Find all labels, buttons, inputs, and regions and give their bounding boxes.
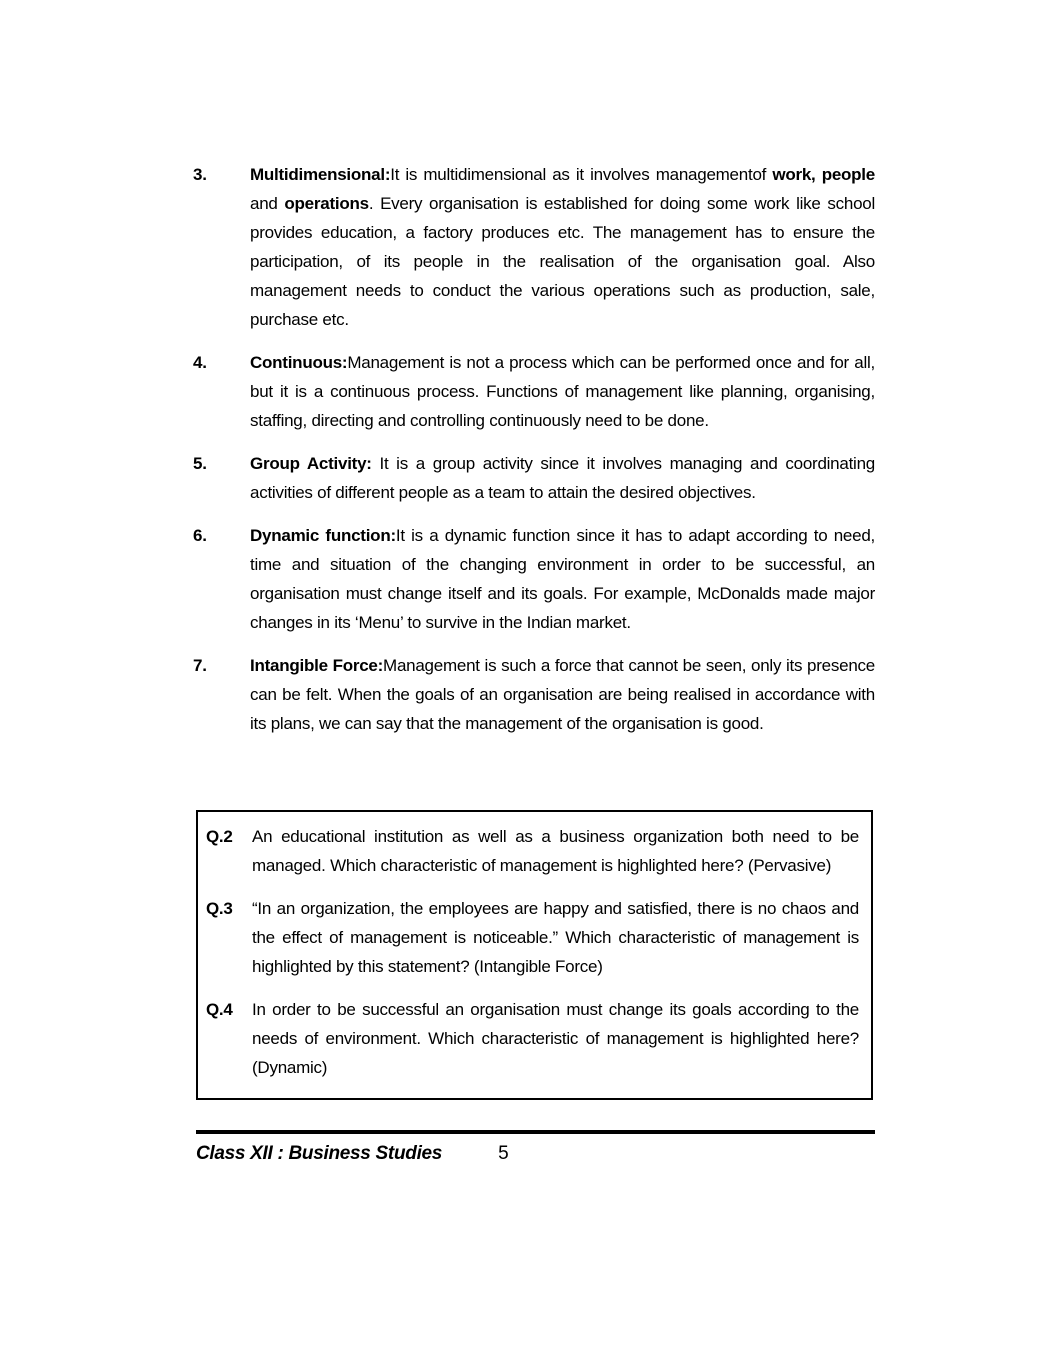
list-item-number: 7. bbox=[193, 656, 207, 675]
page-number: 5 bbox=[498, 1143, 509, 1164]
list-item-number: 3. bbox=[193, 165, 207, 184]
list-item bbox=[193, 160, 875, 334]
list-item-body bbox=[250, 160, 875, 334]
list-item-text: It is multidimensional as it involves managementof work, people and operations. Every organisation is established for doing some work like school provides education, a factory produces etc. The management has to ensure the participation, of its people in the realisation of the organisation goal. Also management needs to conduct the various operations such as production, sale, purchase etc. bbox=[250, 165, 876, 329]
questions-box bbox=[196, 810, 873, 1100]
footer-title: Class XII : Business Studies bbox=[196, 1143, 443, 1164]
list-item-term: Dynamic function: bbox=[250, 526, 396, 545]
question-label: Q.2 bbox=[206, 827, 233, 846]
question-row bbox=[206, 894, 861, 981]
list-item-number: 4. bbox=[193, 353, 207, 372]
list-item bbox=[193, 521, 875, 637]
list-item-term: Group Activity: bbox=[250, 454, 372, 473]
list-item-text: It is a dynamic function since it has to adapt according to need, time and situation of the changing environment in order to be successful, an organisation must change itself and its goals. For example, McDonalds made major changes in its ‘Menu’ to survive in the Indian market. bbox=[250, 526, 875, 632]
list-item-number: 6. bbox=[193, 526, 207, 545]
list-item-term: Continuous: bbox=[250, 353, 348, 372]
question-text: An educational institution as well as a business organization both need to be managed. Which characteristic of management is highlighted here? (Pervasive) bbox=[252, 827, 859, 875]
question-row bbox=[206, 995, 861, 1082]
list-item-text: Management is not a process which can be performed once and for all, but it is a continuous process. Functions of management like planning, organising, staffing, directing and controlling continuously need to be done. bbox=[250, 353, 875, 430]
question-label: Q.4 bbox=[206, 1000, 233, 1019]
list-item-text: Management is such a force that cannot be seen, only its presence can be felt. When the goals of an organisation are being realised in accordance with its plans, we can say that the management of the organisation is good. bbox=[250, 656, 875, 733]
footer-divider bbox=[196, 1130, 875, 1134]
question-row bbox=[206, 822, 861, 880]
list-item-body bbox=[250, 449, 875, 507]
list-item bbox=[193, 449, 875, 507]
list-item bbox=[193, 348, 875, 435]
list-item-number: 5. bbox=[193, 454, 207, 473]
list-item-text: It is a group activity since it involves managing and coordinating activities of different people as a team to attain the desired objectives. bbox=[250, 454, 875, 502]
list-item-body bbox=[250, 348, 875, 435]
list-item-body bbox=[250, 521, 875, 637]
list-item-term: Intangible Force: bbox=[250, 656, 384, 675]
list-item-body bbox=[250, 651, 875, 738]
question-text: “In an organization, the employees are happy and satisfied, there is no chaos and the effect of management is noticeable.” Which characteristic of management is highlighted by this statement? (Intangible Force) bbox=[252, 899, 859, 976]
list-item bbox=[193, 651, 875, 738]
question-label: Q.3 bbox=[206, 899, 233, 918]
question-text: In order to be successful an organisation must change its goals according to the needs of environment. Which characteristic of management is highlighted here? (Dynamic) bbox=[252, 1000, 859, 1077]
list-item-term: Multidimensional: bbox=[250, 165, 391, 184]
numbered-points-list bbox=[193, 160, 875, 752]
page-footer bbox=[196, 1130, 875, 1165]
footer-row bbox=[196, 1143, 875, 1165]
